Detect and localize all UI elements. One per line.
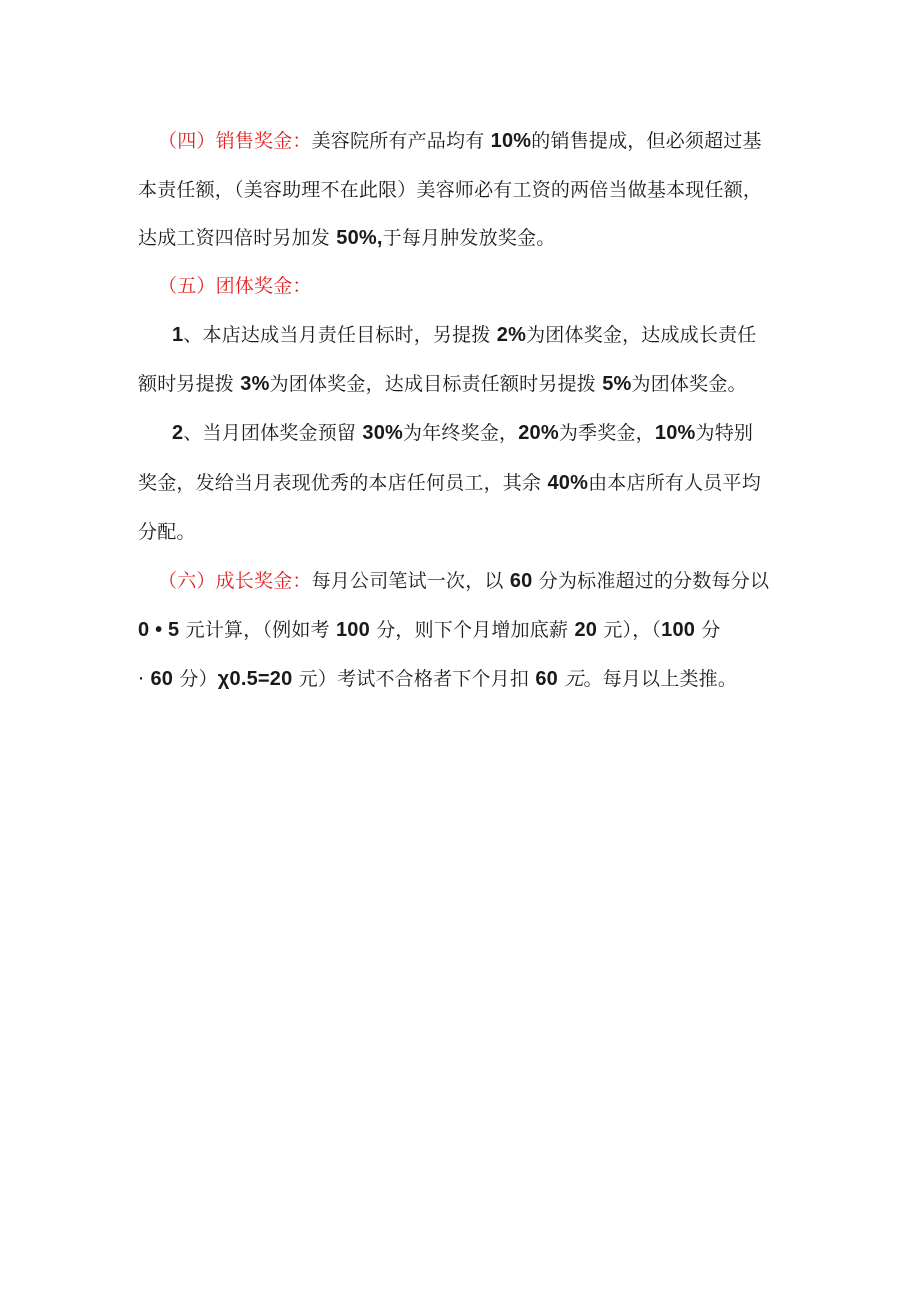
section6-line3 [138,666,798,692]
text: 、当月团体奖金预留 [183,422,363,444]
text: 、本店达成当月责任目标时，另提拨 [183,324,497,346]
item-number: 1 [172,324,184,346]
text: 。每月以上类推。 [583,668,738,690]
text: · [138,668,151,690]
section4-line1 [158,128,818,154]
section5-item1-line1 [172,322,832,348]
number-value: 60 [509,570,533,592]
percent-value: 5% [602,373,632,395]
text: 由本店所有人员平均 [588,472,761,494]
text: 额时另提拨 [138,373,241,395]
section5-item2-line2 [138,470,798,496]
text: 于每月肿发放奖金。 [382,227,556,249]
percent-value: 30% [362,422,404,444]
text: 为团体奖金，达成成长责任 [526,324,757,346]
number-value: 0 • 5 [138,619,180,641]
text: 元计算，（例如考 [179,619,336,641]
text: 的销售提成，但必须超过基 [531,130,762,152]
text: 元 [557,668,584,690]
number-value: 60 [150,668,174,690]
section4-line3 [138,225,798,251]
percent-value: 2% [496,324,527,346]
number-value: 60 [535,668,558,690]
percent-value: 10% [654,422,696,444]
text: 奖金，发给当月表现优秀的本店任何员工，其余 [138,472,548,494]
percent-value: 50%, [336,227,383,249]
text: 为年终奖金， [403,422,519,444]
text: 元）考试不合格者下个月扣 [292,668,536,690]
item-number: 2 [172,422,184,444]
text: 分配。 [138,521,196,543]
text: 美容院所有产品均有 [311,130,491,152]
percent-value: 40% [547,472,589,494]
text: 分 [695,619,721,641]
number-value: 100 [661,619,696,641]
text: 为团体奖金，达成目标责任额时另提拨 [269,373,603,395]
formula: χ0.5=20 [217,668,293,690]
text: 为团体奖金。 [631,373,747,395]
text: 分，则下个月增加底薪 [369,619,575,641]
text: 本责任额，（美容助理不在此限）美容师必有工资的两倍当做基本现任额， [138,179,763,201]
section5-item1-line2 [138,371,798,397]
section4-heading: （四）销售奖金： [158,130,312,152]
number-value: 20 [574,619,598,641]
text: 为季奖金， [558,422,655,444]
text: 元），（ [597,619,662,641]
number-value: 100 [335,619,370,641]
section6-heading: （六）成长奖金： [158,570,312,592]
text: 达成工资四倍时另加发 [138,227,337,249]
text: 每月公司笔试一次，以 [311,570,510,592]
section5-item2-line1 [172,420,832,446]
section6-line2 [138,617,798,643]
percent-value: 10% [490,130,532,152]
section6-line1 [158,568,818,594]
text: 分） [173,668,218,690]
section5-item2-line3 [138,519,798,545]
section5-heading-line [158,273,818,299]
percent-value: 20% [518,422,559,444]
text: 分为标准超过的分数每分以 [532,570,770,592]
section5-heading: （五）团体奖金： [158,275,312,297]
text: 为特别 [695,422,754,444]
percent-value: 3% [240,373,270,395]
section4-line2 [138,177,798,203]
